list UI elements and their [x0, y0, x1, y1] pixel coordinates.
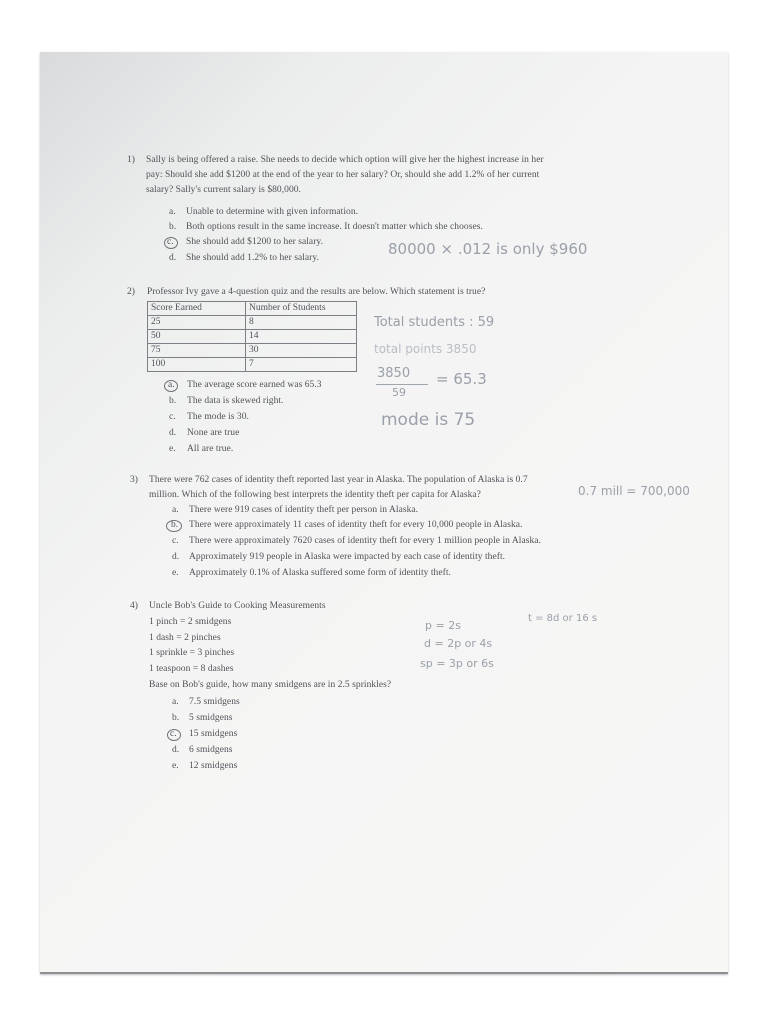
table-row [148, 358, 357, 372]
q2-fraction-bar [376, 384, 428, 385]
q4-option-e-letter: e. [172, 761, 179, 771]
q1-line-3: salary? Sally's current salary is $80,000. [146, 185, 301, 195]
q2-option-e-text: All are true. [187, 444, 234, 454]
q1-option-a-text: Unable to determine with given information. [186, 207, 359, 217]
q1-option-c-text: She should add $1200 to her salary. [186, 237, 324, 247]
q2-option-b-text: The data is skewed right. [187, 396, 284, 406]
q4-option-a-text: 7.5 smidgens [189, 697, 240, 707]
q1-option-b-text: Both options result in the same increase. It doesn't matter which she chooses. [186, 222, 483, 232]
table-cell: 30 [246, 344, 357, 358]
q4-option-b-letter: b. [172, 713, 180, 723]
q2-stem: Professor Ivy gave a 4-question quiz and the results are below. Which statement is true? [147, 287, 486, 297]
q4-title: Uncle Bob's Guide to Cooking Measurements [149, 601, 326, 611]
q2-handwritten-total-students: Total students : 59 [374, 315, 495, 330]
q1-option-d-letter: d. [169, 253, 177, 263]
q2-option-a-text: The average score earned was 65.3 [187, 380, 322, 390]
q2-handwritten-result: = 65.3 [436, 370, 487, 388]
q3-option-d-letter: d. [172, 552, 180, 562]
q4-number: 4) [130, 601, 139, 611]
q2-option-d-text: None are true [187, 428, 240, 438]
table-row [148, 316, 357, 330]
q2-option-e-letter: e. [169, 444, 176, 454]
table-cell: 50 [148, 330, 246, 344]
q4-guide-line-4: 1 teaspoon = 8 dashes [149, 664, 234, 674]
table-header-row [148, 302, 357, 316]
q1-number: 1) [127, 155, 136, 165]
q2-handwritten-denominator: 59 [392, 386, 406, 399]
table-cell: 7 [246, 358, 357, 372]
q4-handwritten-dash: d = 2p or 4s [424, 637, 493, 650]
q4-guide-line-3: 1 sprinkle = 3 pinches [149, 648, 235, 658]
q3-option-b-letter: b. [171, 520, 179, 530]
q1-option-c-letter: c. [167, 237, 174, 247]
q2-handwritten-total-points: total points 3850 [374, 342, 477, 356]
q4-handwritten-pinch: p = 2s [425, 619, 461, 632]
q3-line-2: million. Which of the following best interprets the identity theft per capita for Alaska? [149, 490, 481, 500]
table-cell: 100 [148, 358, 246, 372]
q4-option-c-letter: c. [170, 729, 177, 739]
table-cell: 14 [246, 330, 357, 344]
q4-option-a-letter: a. [172, 697, 179, 707]
q3-option-a-text: There were 919 cases of identity theft per person in Alaska. [189, 505, 419, 515]
score-table [147, 301, 357, 372]
table-header-students: Number of Students [246, 302, 357, 316]
q1-option-d-text: She should add 1.2% to her salary. [186, 253, 320, 263]
q2-handwritten-mode: mode is 75 [381, 410, 476, 430]
q2-option-b-letter: b. [169, 396, 177, 406]
q3-option-b-text: There were approximately 11 cases of identity theft for every 10,000 people in Alaska. [189, 520, 523, 530]
q4-handwritten-sprinkle: sp = 3p or 6s [420, 657, 494, 670]
q1-line-1: Sally is being offered a raise. She needs to decide which option will give her the highest increase in her [146, 155, 544, 165]
q1-option-a-letter: a. [169, 207, 176, 217]
q1-option-b-letter: b. [169, 222, 177, 232]
q4-option-b-text: 5 smidgens [189, 713, 233, 723]
table-cell: 25 [148, 316, 246, 330]
table-row [148, 330, 357, 344]
q1-handwritten-note: 80000 × .012 is only $960 [388, 240, 588, 258]
q2-option-d-letter: d. [169, 428, 177, 438]
q2-option-c-text: The mode is 30. [187, 412, 249, 422]
q4-option-e-text: 12 smidgens [189, 761, 238, 771]
q4-question: Base on Bob's guide, how many smidgens are in 2.5 sprinkles? [149, 680, 392, 690]
q3-line-1: There were 762 cases of identity theft reported last year in Alaska. The population of Alaska is 0.7 [149, 475, 528, 485]
q3-option-e-text: Approximately 0.1% of Alaska suffered some form of identity theft. [189, 568, 451, 578]
q3-option-c-text: There were approximately 7620 cases of identity theft for every 1 million people in Alaska. [189, 536, 541, 546]
q4-guide-line-1: 1 pinch = 2 smidgens [149, 617, 232, 627]
q2-option-c-letter: c. [169, 412, 176, 422]
table-row [148, 344, 357, 358]
q4-option-d-letter: d. [172, 745, 180, 755]
q3-option-a-letter: a. [172, 505, 179, 515]
table-header-score: Score Earned [148, 302, 246, 316]
q3-option-d-text: Approximately 919 people in Alaska were impacted by each case of identity theft. [189, 552, 506, 562]
q3-option-c-letter: c. [172, 536, 179, 546]
q4-handwritten-teaspoon: t = 8d or 16 s [528, 613, 598, 624]
q3-number: 3) [130, 475, 139, 485]
q4-guide-line-2: 1 dash = 2 pinches [149, 633, 221, 643]
q3-handwritten-note: 0.7 mill = 700,000 [578, 484, 690, 498]
q2-option-a-letter: a. [168, 380, 175, 390]
q2-number: 2) [127, 287, 136, 297]
table-cell: 75 [148, 344, 246, 358]
table-cell: 8 [246, 316, 357, 330]
q4-option-d-text: 6 smidgens [189, 745, 233, 755]
q2-handwritten-numerator: 3850 [377, 366, 411, 381]
q4-option-c-text: 15 smidgens [189, 729, 238, 739]
q3-option-e-letter: e. [172, 568, 179, 578]
q1-line-2: pay: Should she add $1200 at the end of the year to her salary? Or, should she add 1.2% of her current [146, 170, 540, 180]
